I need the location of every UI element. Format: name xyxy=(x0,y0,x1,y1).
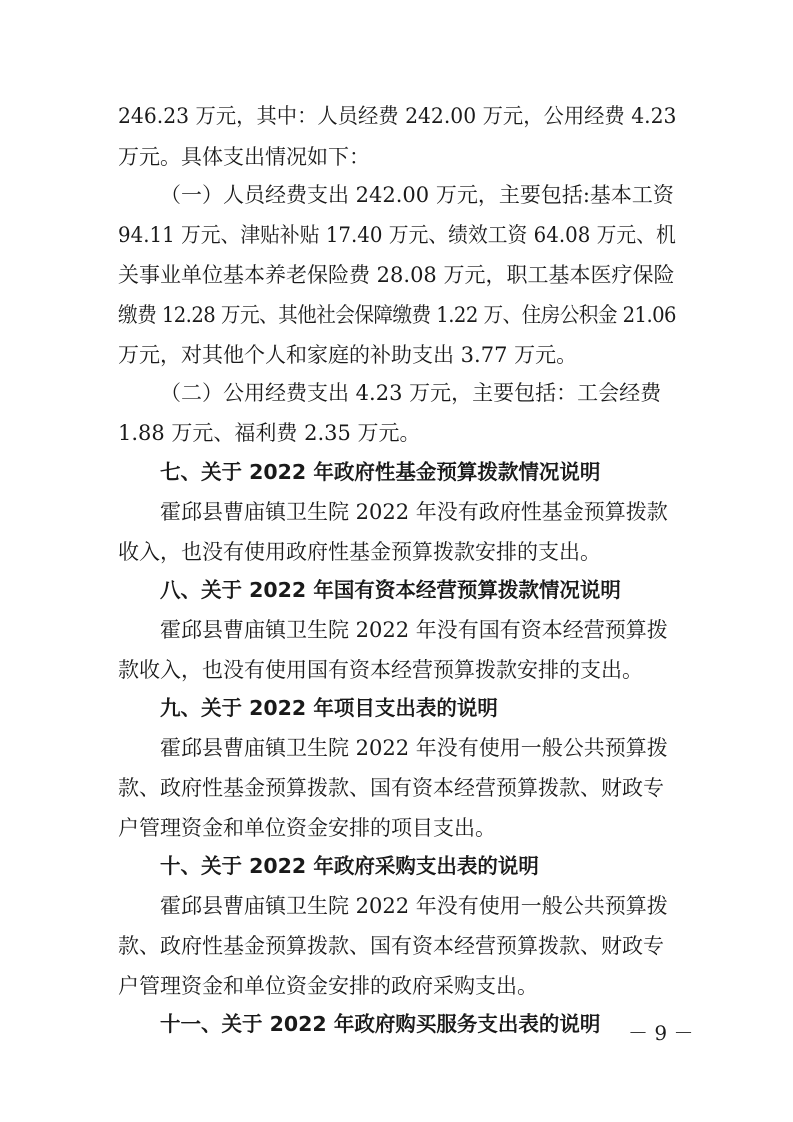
body-text-line: （二）公用经费支出 4.23 万元，主要包括：工会经费 xyxy=(160,381,662,405)
body-text-line: 户管理资金和单位资金安排的政府采购支出。 xyxy=(118,974,538,998)
body-text-line: 霍邱县曹庙镇卫生院 2022 年没有政府性基金预算拨款 xyxy=(160,500,668,524)
body-text-line: 94.11 万元、津贴补贴 17.40 万元、绩效工资 64.08 万元、机 xyxy=(118,223,676,247)
body-text-line: 万元。具体支出情况如下： xyxy=(118,145,370,169)
body-text-line: 款、政府性基金预算拨款、国有资本经营预算拨款、财政专 xyxy=(118,776,664,800)
body-text-line: 款收入，也没有使用国有资本经营预算拨款安排的支出。 xyxy=(118,658,643,682)
section-heading: 十、关于 2022 年政府采购支出表的说明 xyxy=(160,854,539,878)
body-text-line: 246.23 万元，其中：人员经费 242.00 万元，公用经费 4.23 xyxy=(118,104,677,128)
body-text-line: （一）人员经费支出 242.00 万元，主要包括:基本工资 xyxy=(160,183,674,207)
body-text-line: 户管理资金和单位资金安排的项目支出。 xyxy=(118,816,496,840)
body-text-line: 收入，也没有使用政府性基金预算拨款安排的支出。 xyxy=(118,540,601,564)
body-text-line: 霍邱县曹庙镇卫生院 2022 年没有国有资本经营预算拨 xyxy=(160,618,668,642)
body-text-line: 缴费 12.28 万元、其他社会保障缴费 1.22 万、住房公积金 21.06 xyxy=(118,303,677,327)
body-text-line: 1.88 万元、福利费 2.35 万元。 xyxy=(118,421,421,445)
section-heading: 九、关于 2022 年项目支出表的说明 xyxy=(160,696,498,720)
section-heading: 七、关于 2022 年政府性基金预算拨款情况说明 xyxy=(160,460,601,484)
section-heading: 八、关于 2022 年国有资本经营预算拨款情况说明 xyxy=(160,578,621,602)
body-text-line: 霍邱县曹庙镇卫生院 2022 年没有使用一般公共预算拨 xyxy=(160,894,668,918)
section-heading: 十一、关于 2022 年政府购买服务支出表的说明 xyxy=(160,1012,601,1036)
body-text-line: 关事业单位基本养老保险费 28.08 万元，职工基本医疗保险 xyxy=(118,263,675,287)
body-text-line: 款、政府性基金预算拨款、国有资本经营预算拨款、财政专 xyxy=(118,934,664,958)
body-text-line: 霍邱县曹庙镇卫生院 2022 年没有使用一般公共预算拨 xyxy=(160,736,668,760)
body-text-line: 万元，对其他个人和家庭的补助支出 3.77 万元。 xyxy=(118,343,578,367)
page-number: － 9 － xyxy=(628,1021,694,1045)
